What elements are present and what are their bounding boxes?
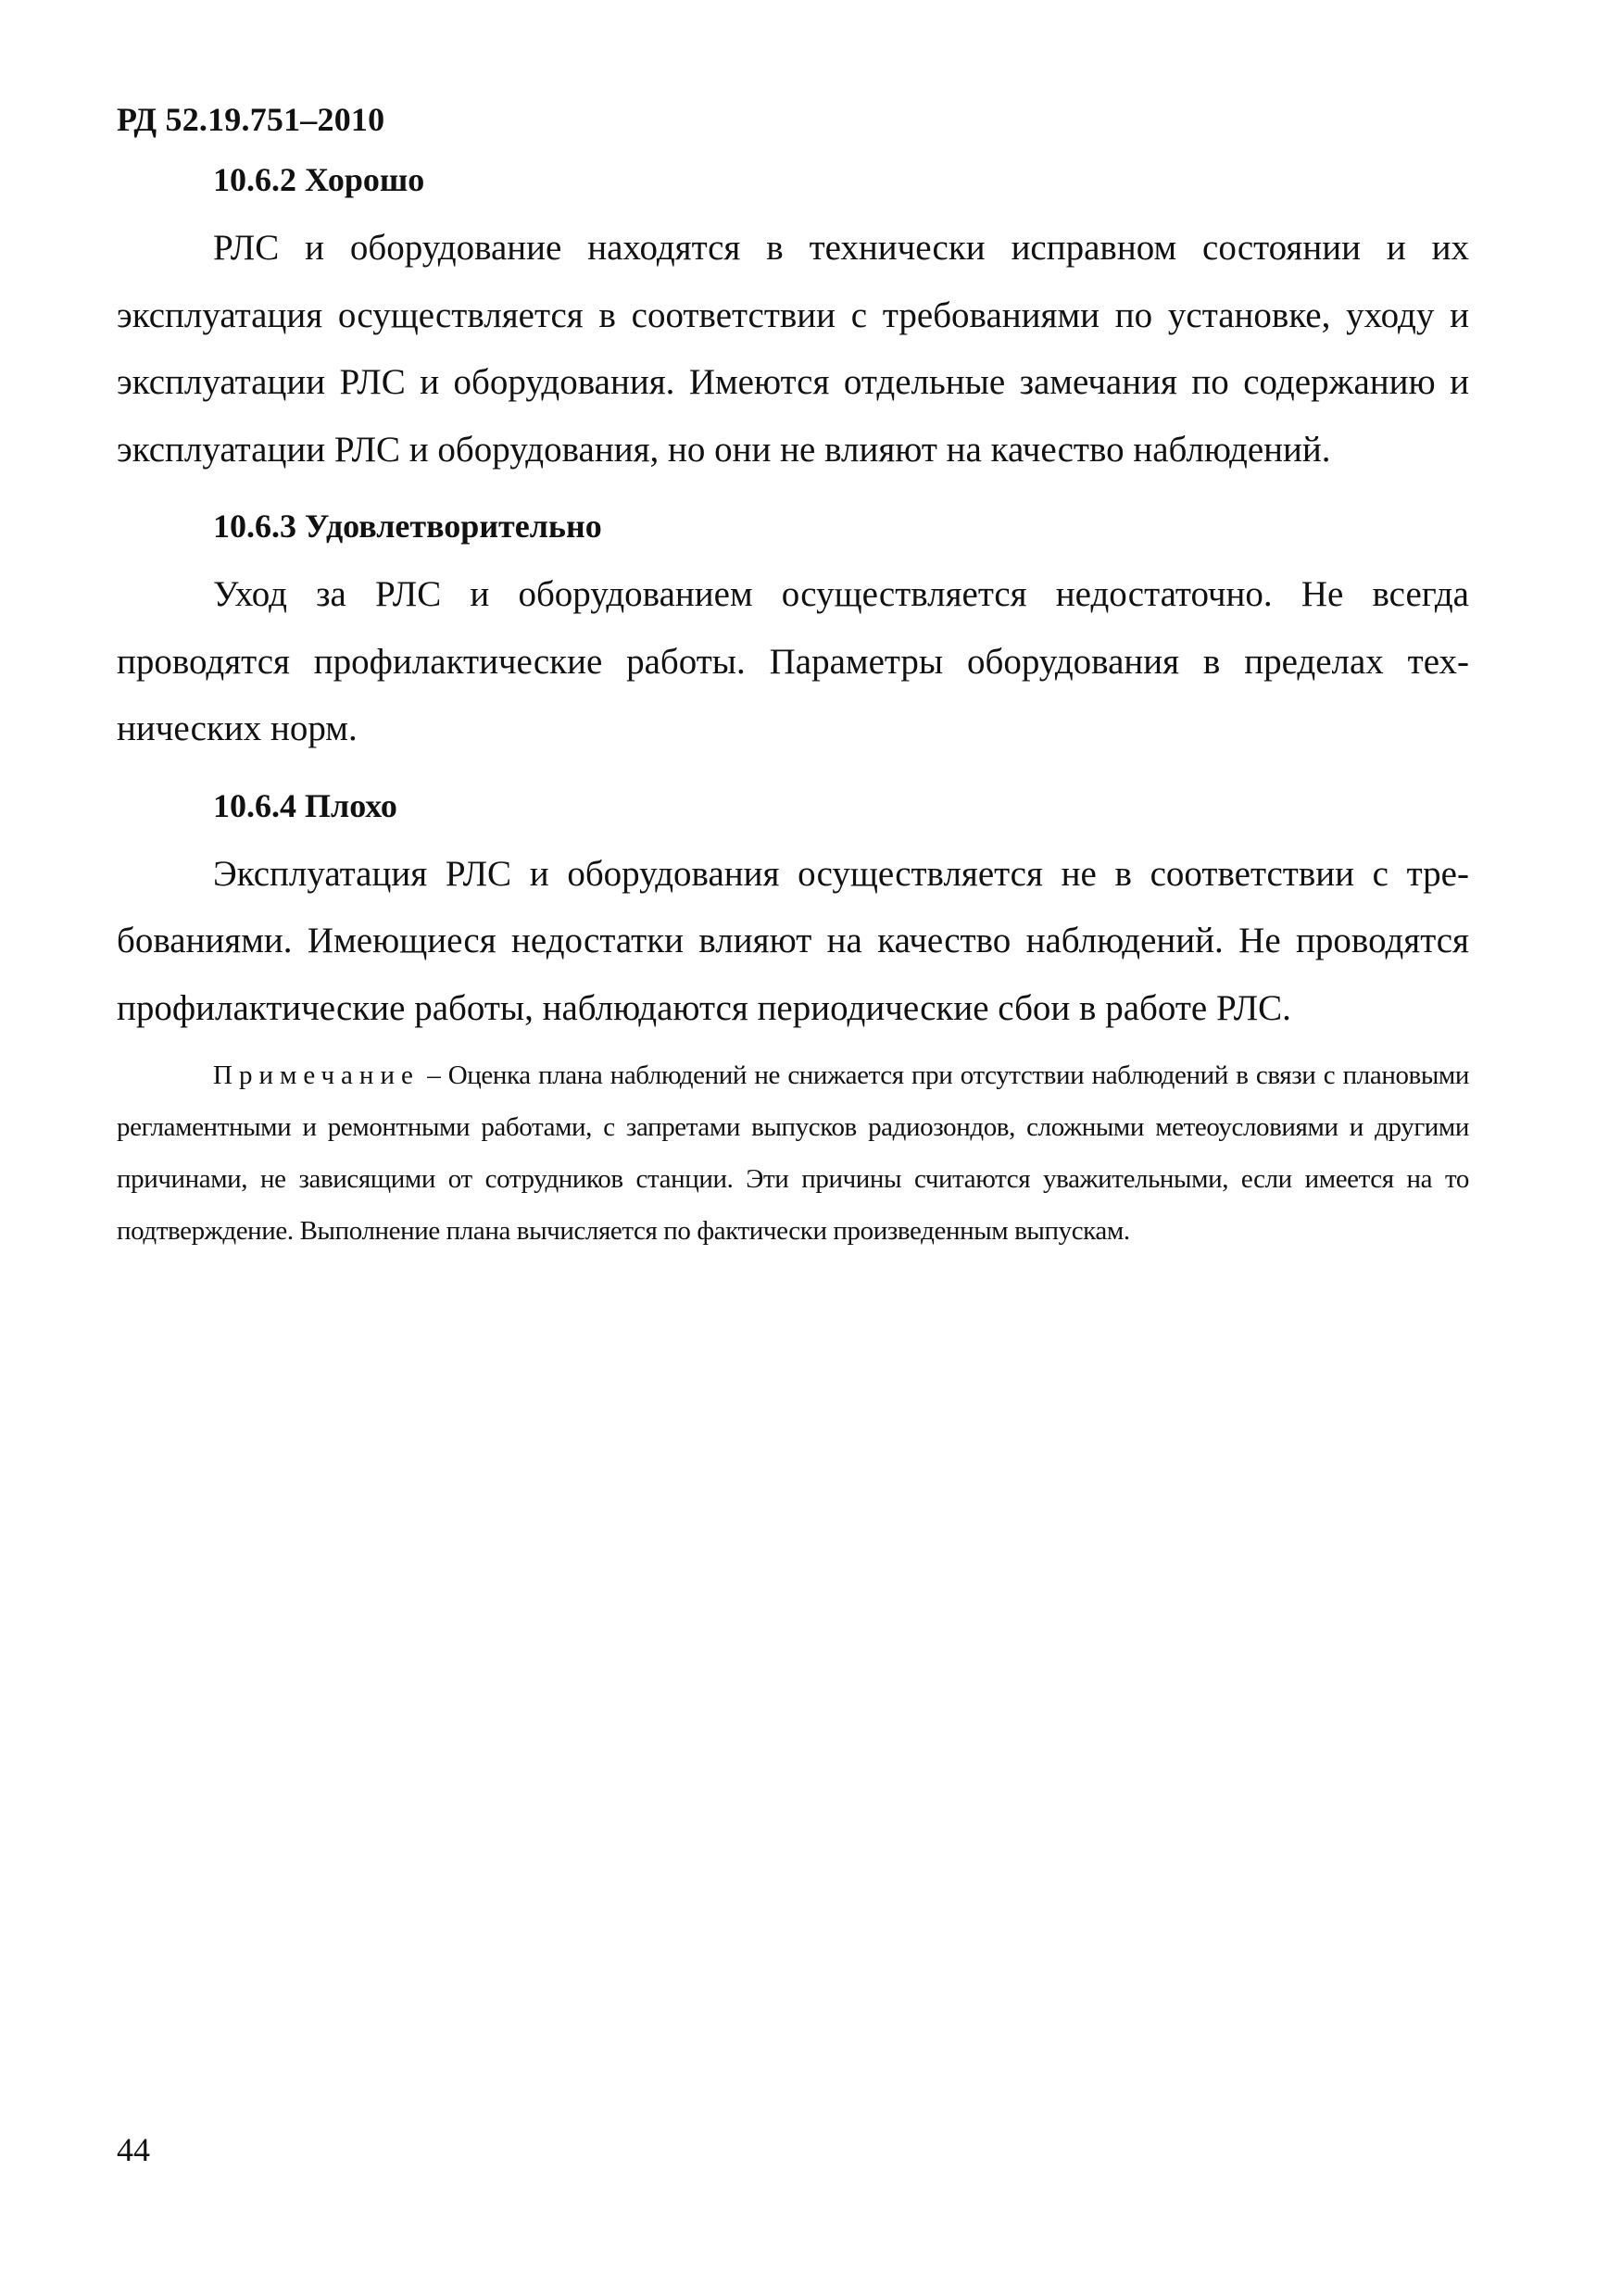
section-heading: 10.6.4 Плохо [213, 786, 397, 824]
section-paragraph: Эксплуатация РЛС и оборудования осуществляется не в соответствии с требованиями. Имеющиеся недостатки влияют на качество наблюдений. Не проводятся профилактические работы, наблюдаются периодические сбои в работе РЛС. [117, 853, 1469, 1028]
section-heading: 10.6.3 Удовлетворительно [213, 508, 602, 545]
section-paragraph: Уход за РЛС и оборудованием осуществляется недостаточно. Не всегда проводятся профилактические работы. Параметры оборудования в пределах технических норм. [117, 574, 1469, 748]
section-paragraph: РЛС и оборудование находятся в технически исправном состоянии и их эксплуатация осуществляется в соответствии с требованиями по установке, уходу и эксплуатации РЛС и оборудования. Имеются отдельные замечания по содержанию и эксплуатации РЛС и оборудования, но они не влияют на качество наблюдений. [117, 228, 1469, 470]
document-code: РД 52.19.751–2010 [117, 101, 385, 138]
page-number: 44 [117, 2131, 150, 2168]
section-heading: 10.6.2 Хорошо [213, 161, 425, 198]
page-content [117, 152, 1469, 1257]
note-label: Примечание [213, 1060, 420, 1090]
note-text: – Оценка плана наблюдений не снижается при отсутствии наблюдений в связи с плановыми регламентными и ремонтными работами, с запретами выпусков радиозондов, сложными метеоусловиями и другими причинами, не зависящими от сотрудников станции. Эти причины считаются уважительными, если имеется на то подтверждение. Выполнение плана вычисляется по фактически произведенным выпускам. [117, 1060, 1469, 1246]
note-paragraph [117, 1049, 1469, 1257]
